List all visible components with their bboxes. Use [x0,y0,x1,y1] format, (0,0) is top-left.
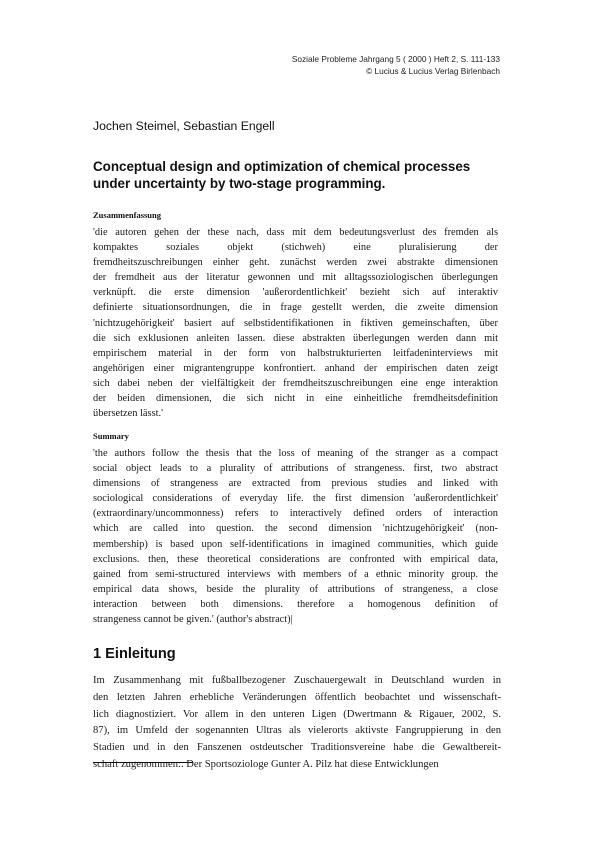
section-body-einleitung [93,673,501,774]
text-line: Im Zusammenhang mit fußballbezogener Zuschauergewalt in Deutschland wurden in [93,675,501,686]
paper-title [93,158,503,192]
zusammenfassung-text [93,225,498,421]
text-line: gained from semi-structured interviews with members of a ethnic minority group. the [93,568,498,580]
footnote-rule [93,762,193,763]
text-line: 87), im Umfeld der sogenannten Ultras als vielerorts aktivste Fangruppierung in den [93,725,501,737]
text-line: empirischem material in der form von halbstrukturierten leitfadeninterviews mit [93,347,498,359]
author-list: Jochen Steimel, Sebastian Engell [93,119,275,133]
zusammenfassung-heading: Zusammenfassung [93,210,162,220]
text-line: strangeness cannot be given.' (author's abstract)| [93,614,293,626]
text-line: (extraordinary/uncommonness) refers to interactively defined orders of interaction [93,508,498,520]
text-line: angehörigen einer migrantengruppe konfrontiert. anhand der empirischen daten zeigt [93,362,498,374]
text-line: den letzten Jahren erhebliche Veränderungen öffentlich beobachtet und wissenschaft- [93,691,501,703]
text-line: fremdheitszuschreibungen einher geht. zunächst werden zwei abstrakte dimensionen [93,257,498,269]
text-line: kompaktes soziales objekt (stichweh) eine pluralisierung der [93,242,498,254]
publisher-line: © Lucius & Lucius Verlag Birlenbach [366,66,500,76]
text-line: lich diagnostiziert. Vor allem in den unteren Ligen (Dwertmann & Rigauer, 2002, S. [93,708,501,720]
text-line: empirical data shows, beside the plurality of attributions of strangeness, a close [93,583,498,595]
text-line: übersetzen lässt.' [93,408,163,420]
text-line: verknüpft. die erste dimension 'außerordentlichkeit' bezieht sich auf interaktiv [93,287,498,299]
text-line: die sich exklusionen anleiten lassen. diese abstrakten überlegungen werden dann mit [93,332,498,344]
text-line: dimensions of strangeness are extracted from previous studies and linked with [93,478,498,490]
text-line: 'nichtzugehörigkeit' basiert auf selbstidentifikationen in fiktiven gemeinschaften, über [93,317,498,329]
text-line: Stadien und in den Fanszenen ostdeutscher Traditionsvereine habe die Gewaltbereit- [93,742,501,754]
summary-heading: Summary [93,431,129,441]
text-line: membership) is based upon self-identifications in imagined communities, which guide [93,538,498,550]
text-line: 'die autoren gehen der these nach, dass mit dem bedeutungsverlust des fremden als [93,227,498,238]
summary-text [93,446,498,627]
section-heading-einleitung: 1 Einleitung [93,646,176,662]
text-line: der beiden dimensionen, die sich nicht in eine einheitliche fremdheitsdefinition [93,393,498,405]
text-line: sich dabei neben der vielfältigkeit der fremdheitszuschreibungen eine enge interaktion [93,377,498,389]
text-line: definierte situationsordnungen, die in frage gestellt werden, die zweite dimension [93,302,498,314]
journal-header [200,53,500,77]
text-line: 'the authors follow the thesis that the loss of meaning of the stranger as a compact [93,448,498,459]
text-line: sociological considerations of everyday life. the first dimension 'außerordentlichkeit' [93,493,498,505]
text-line: schaft zugenommen:. Der Sportsoziologe Gunter A. Pilz hat diese Entwicklungen [93,758,439,770]
text-line: interaction between both dimensions. therefore a homogenous definition of [93,598,498,610]
title-line-1: Conceptual design and optimization of chemical processes [93,159,471,174]
title-line-2: under uncertainty by two-stage programming. [93,176,386,191]
text-line: exclusions. then, these theoretical considerations are confronted with empirical data, [93,553,498,565]
text-line: der fremdheit aus der literatur gewonnen und mit alltagssoziologischen überlegungen [93,272,498,284]
text-line: social object leads to a plurality of attributions of strangeness. first, two abstract [93,463,498,475]
journal-citation: Soziale Probleme Jahrgang 5 ( 2000 ) Heft 2, S. 111-133 [291,54,500,64]
text-line: which are called into question. the second dimension 'nichtzugehörigkeit' (non- [93,523,498,535]
